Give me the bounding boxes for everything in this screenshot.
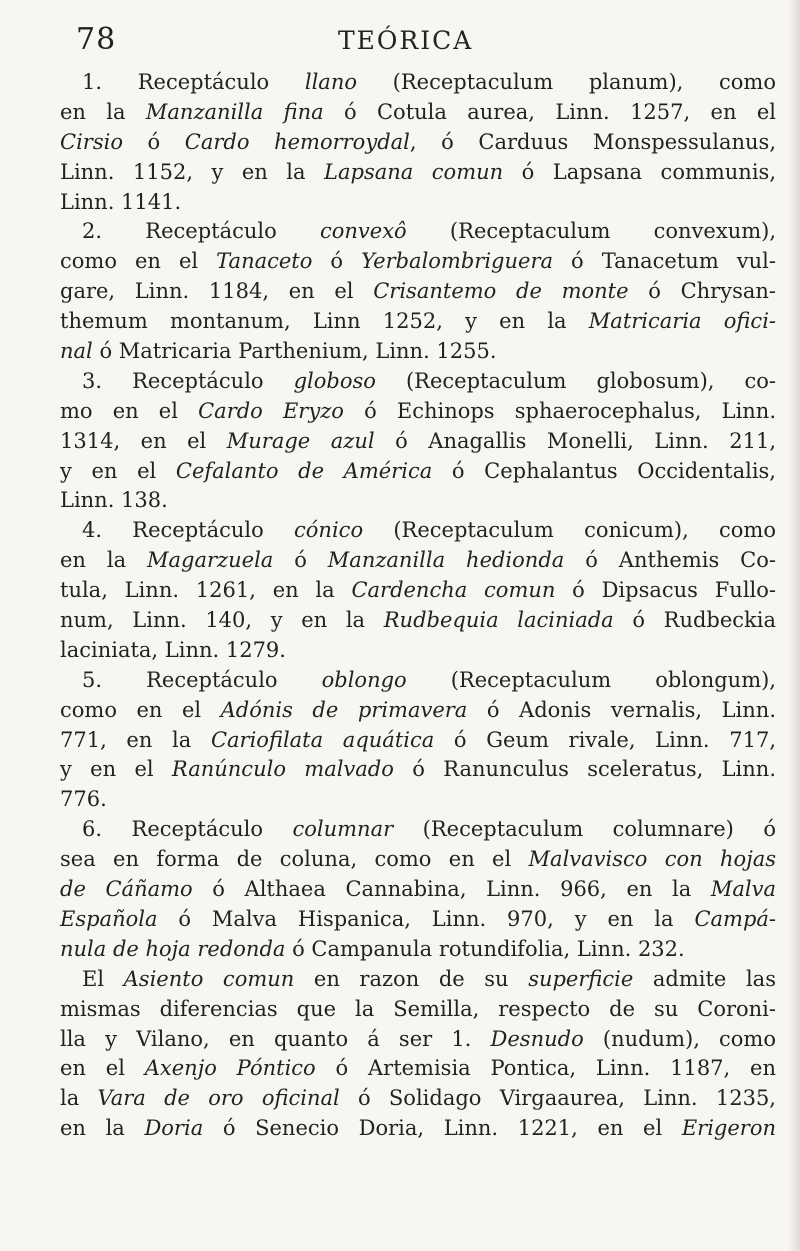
text-line-content — [60, 188, 776, 218]
italic-term: globoso — [293, 368, 376, 393]
text-line — [60, 666, 776, 696]
italic-term: Erigeron — [681, 1116, 776, 1141]
text-run: 4. Receptáculo — [82, 518, 295, 543]
text-run: (Receptaculum planum), como — [357, 70, 776, 94]
text-run: ó Anthemis Co- — [564, 548, 776, 573]
text-run: 1314, en el — [60, 428, 227, 453]
italic-term: Matricaria ofici- — [588, 309, 777, 334]
text-line-content — [60, 247, 776, 277]
text-run: (Receptaculum conicum), como — [363, 518, 776, 543]
text-line-content — [60, 457, 776, 487]
text-line — [60, 397, 776, 427]
italic-term: Manzanilla fina — [145, 99, 324, 124]
italic-term: Murage azul — [226, 428, 375, 453]
text-run: ó Lapsana communis, — [503, 159, 777, 184]
text-run: en el — [60, 1056, 145, 1081]
text-line — [60, 546, 776, 576]
italic-term: oblongo — [321, 667, 407, 692]
italic-term: Axenjo Póntico — [144, 1056, 316, 1081]
page-header — [76, 22, 636, 62]
text-run: en la — [60, 1116, 145, 1141]
italic-term: Rudbequia laciniada — [383, 608, 614, 633]
text-line — [60, 755, 776, 785]
text-run: themum montanum, Linn 1252, y en la — [60, 309, 589, 334]
text-run: (Receptaculum convexum), — [406, 219, 776, 244]
text-line-content — [82, 68, 776, 98]
text-line-content — [60, 995, 776, 1025]
text-line-content — [60, 128, 776, 158]
text-run: ó — [122, 129, 185, 154]
italic-term: Asiento comun — [123, 966, 295, 991]
text-run: como en el — [60, 697, 221, 722]
italic-term: Cariofilata aquática — [210, 727, 435, 752]
text-run: 1. Receptáculo — [82, 70, 305, 94]
text-line — [60, 606, 776, 636]
italic-term: llano — [304, 70, 357, 94]
text-line — [60, 1084, 776, 1114]
italic-term: Malvavisco con hojas — [528, 847, 777, 872]
text-line — [60, 785, 776, 815]
text-run: laciniata, Linn. 1279. — [60, 637, 286, 662]
text-line-content — [60, 1025, 776, 1055]
text-run: sea en forma de coluna, como en el — [60, 847, 529, 872]
italic-term: Cirsio — [60, 129, 123, 154]
italic-term: Lapsana comun — [324, 159, 504, 184]
text-run: num, Linn. 140, y en la — [60, 608, 384, 633]
text-run: admite las — [633, 966, 776, 991]
text-run: en razon de su — [294, 966, 529, 991]
text-line — [60, 367, 776, 397]
text-run: ó Artemisia Pontica, Linn. 1187, en — [315, 1056, 776, 1081]
text-line — [60, 486, 776, 516]
text-run: 5. Receptáculo — [82, 667, 322, 692]
text-run: ó Malva Hispanica, Linn. 970, y en la — [157, 906, 695, 931]
text-line-content — [60, 845, 776, 875]
text-line — [60, 427, 776, 457]
text-run: 3. Receptáculo — [82, 368, 294, 393]
text-line-content — [60, 158, 776, 188]
text-run: 776. — [60, 787, 107, 812]
italic-term: cónico — [294, 518, 364, 543]
running-title: TEÓRICA — [338, 26, 474, 55]
text-line — [60, 905, 776, 935]
text-run: ó Dipsacus Fullo- — [555, 578, 776, 603]
text-body — [60, 68, 776, 1144]
italic-term: Doria — [144, 1116, 204, 1141]
text-run: (Receptaculum columnare) ó — [393, 817, 776, 842]
text-run: 2. Receptáculo — [82, 219, 320, 244]
italic-term: Cardo hemorroydal — [184, 129, 410, 154]
text-run: 6. Receptáculo — [82, 817, 293, 842]
text-run: Linn. 138. — [60, 488, 168, 513]
text-line — [60, 845, 776, 875]
text-line-content — [60, 696, 776, 726]
italic-term: Crisantemo de monte — [373, 279, 629, 304]
text-run: ó Anagallis Monelli, Linn. 211, — [374, 428, 776, 453]
italic-term: columnar — [292, 817, 394, 842]
italic-term: nula de hoja redonda — [60, 936, 286, 961]
text-line — [60, 188, 776, 218]
italic-term: Española — [60, 906, 158, 931]
text-run: ó Solidago Virgaaurea, Linn. 1235, — [339, 1086, 776, 1111]
text-run: ó Althaea Cannabina, Linn. 966, en la — [192, 877, 711, 902]
text-line — [60, 965, 776, 995]
text-line — [60, 247, 776, 277]
text-line-content — [60, 98, 776, 128]
italic-term: Cardo Eryzo — [198, 398, 344, 423]
italic-term: Magarzuela — [147, 548, 274, 573]
text-line-content — [60, 755, 776, 785]
text-line — [60, 1025, 776, 1055]
text-run: en la — [60, 548, 148, 573]
italic-term: convexô — [319, 219, 407, 244]
text-run: Linn. 1141. — [60, 189, 182, 214]
text-run: ó Ranunculus sceleratus, Linn. — [393, 757, 776, 782]
text-line — [60, 1054, 776, 1084]
text-run: ó Adonis vernalis, Linn. — [467, 697, 776, 722]
text-line — [60, 68, 776, 98]
text-line-content — [60, 905, 776, 935]
italic-term: Adónis de primavera — [220, 697, 468, 722]
text-line — [60, 995, 776, 1025]
text-run: , ó Carduus Monspessulanus, — [409, 129, 776, 154]
text-line — [60, 636, 776, 666]
text-line-content — [60, 576, 776, 606]
text-line-content — [60, 935, 776, 965]
text-line-content — [60, 875, 776, 905]
text-line-content — [60, 726, 776, 756]
italic-term: superficie — [528, 966, 634, 991]
text-line — [60, 98, 776, 128]
text-line-content — [60, 307, 776, 337]
text-line — [60, 337, 776, 367]
italic-term: Manzanilla hedionda — [327, 548, 565, 573]
italic-term: Campá- — [694, 906, 776, 931]
text-line-content — [60, 337, 776, 367]
text-line-content — [82, 815, 776, 845]
text-line-content — [82, 516, 776, 546]
page-edge-shadow — [788, 0, 800, 1251]
text-run: ó Echinops sphaerocephalus, Linn. — [343, 398, 777, 423]
text-line — [60, 815, 776, 845]
text-line — [60, 457, 776, 487]
text-run: ó — [273, 548, 328, 573]
page-number: 78 — [76, 22, 117, 57]
italic-term: de Cáñamo — [60, 877, 193, 902]
text-run: ó Cephalantus Occidentalis, — [432, 458, 776, 483]
text-run: ó Cotula aurea, Linn. 1257, en el — [323, 99, 776, 124]
italic-term: Cefalanto de América — [175, 458, 433, 483]
text-line-content — [60, 427, 776, 457]
text-run: ó Tanacetum vul- — [553, 249, 776, 274]
text-line — [60, 516, 776, 546]
text-run: tula, Linn. 1261, en la — [60, 578, 352, 603]
text-run: 771, en la — [60, 727, 211, 752]
italic-term: Desnudo — [490, 1026, 584, 1051]
text-run: (nudum), como — [583, 1026, 776, 1051]
text-line-content — [82, 367, 776, 397]
text-run: ó Matricaria Parthenium, Linn. 1255. — [92, 339, 497, 364]
text-run: ó — [312, 249, 362, 274]
text-line-content — [60, 1054, 776, 1084]
text-run: la — [60, 1086, 98, 1111]
text-line-content — [60, 785, 776, 815]
text-run: lla y Vilano, en quanto á ser 1. — [60, 1026, 491, 1051]
text-run: ó Campanula rotundifolia, Linn. 232. — [285, 936, 685, 961]
text-line-content — [82, 217, 776, 247]
text-line-content — [60, 636, 776, 666]
text-run: como en el — [60, 249, 217, 274]
text-run: mismas diferencias que la Semilla, respecto de su Coroni- — [60, 996, 776, 1021]
text-line — [60, 128, 776, 158]
text-line — [60, 875, 776, 905]
text-line — [60, 935, 776, 965]
italic-term: Yerbalombriguera — [361, 249, 554, 274]
text-line-content — [60, 606, 776, 636]
text-line-content — [82, 965, 776, 995]
text-line-content — [60, 1114, 776, 1144]
text-line — [60, 277, 776, 307]
text-line — [60, 726, 776, 756]
text-run: y en el — [60, 757, 172, 782]
text-run: gare, Linn. 1184, en el — [60, 279, 374, 304]
text-run: ó Rudbeckia — [613, 608, 777, 633]
text-line — [60, 696, 776, 726]
text-run: ó Geum rivale, Linn. 717, — [434, 727, 776, 752]
text-run: El — [82, 966, 124, 991]
italic-term: Vara de oro oficinal — [97, 1086, 340, 1111]
text-run: en la — [60, 99, 146, 124]
text-run: Linn. 1152, y en la — [60, 159, 325, 184]
text-line — [60, 1114, 776, 1144]
italic-term: Tanaceto — [216, 249, 313, 274]
text-line — [60, 217, 776, 247]
text-line — [60, 576, 776, 606]
italic-term: Cardencha comun — [351, 578, 556, 603]
italic-term: nal — [60, 339, 93, 364]
text-line-content — [60, 277, 776, 307]
text-line — [60, 158, 776, 188]
text-line-content — [60, 397, 776, 427]
text-run: (Receptaculum oblongum), — [406, 667, 776, 692]
text-run: mo en el — [60, 398, 199, 423]
text-line-content — [60, 546, 776, 576]
text-run: y en el — [60, 458, 176, 483]
text-run: ó Chrysan- — [628, 279, 776, 304]
text-run: ó Senecio Doria, Linn. 1221, en el — [203, 1116, 682, 1141]
text-run: (Receptaculum globosum), co- — [375, 368, 776, 393]
text-line-content — [82, 666, 776, 696]
text-line-content — [60, 1084, 776, 1114]
italic-term: Ranúnculo malvado — [171, 757, 394, 782]
text-line-content — [60, 486, 776, 516]
text-line — [60, 307, 776, 337]
italic-term: Malva — [710, 877, 776, 902]
